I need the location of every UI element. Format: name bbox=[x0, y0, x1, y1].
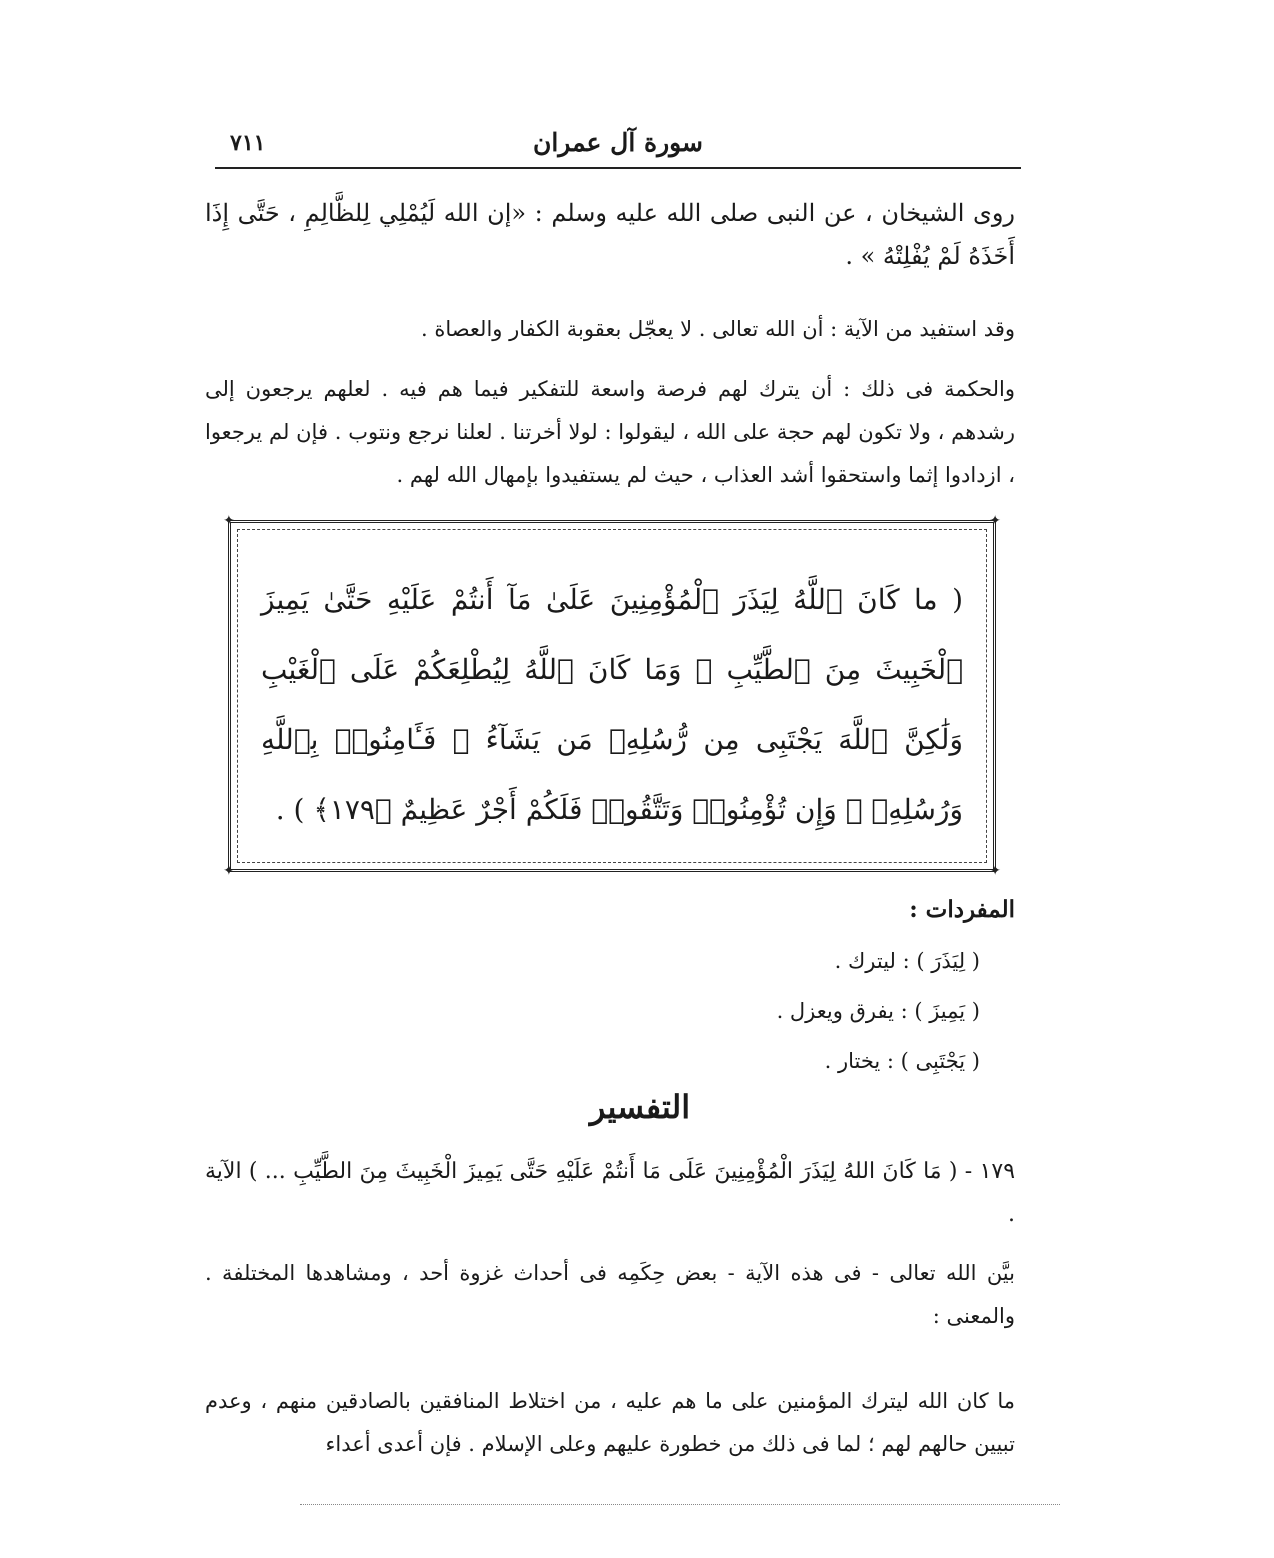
frame-ornament-icon: ✦ bbox=[989, 513, 1001, 529]
verse-reference-text: ١٧٩ - ( مَا كَانَ اللهُ لِيَذَرَ الْمُؤْمِنِينَ عَلَى مَا أَنتُمْ عَلَيْهِ حَتَّى يَمِيزَ الْخَبِيثَ مِنَ الطَّيِّبِ ... ) الآية . bbox=[205, 1159, 1016, 1227]
derived-paragraph bbox=[205, 308, 1015, 351]
bottom-divider bbox=[300, 1504, 1060, 1505]
wisdom-text: والحكمة فى ذلك : أن يترك لهم فرصة واسعة للتفكير فيما هم فيه . لعلهم يرجعون إلى رشدهم ، ولا تكون لهم حجة على الله ، ليقولوا : لولا أخرتنا . لعلنا نرجع ونتوب . فإن لم يرجعوا ، ازدادوا إثما واستحقوا أشد العذاب ، حيث لم يستفيدوا بإمهال الله لهم . bbox=[205, 377, 1015, 487]
vocabulary-list bbox=[600, 936, 980, 1086]
vocabulary-heading: المفردات : bbox=[909, 896, 1015, 923]
page-header bbox=[218, 128, 1018, 168]
frame-ornament-icon: ✦ bbox=[223, 863, 235, 879]
page-number: ٧١١ bbox=[230, 130, 266, 156]
frame-ornament-icon: ✦ bbox=[223, 513, 235, 529]
verse-text: ( ما كَانَ ٱللَّهُ لِيَذَرَ ٱلْمُؤْمِنِينَ عَلَىٰ مَآ أَنتُمْ عَلَيْهِ حَتَّىٰ يَمِيزَ ٱلْخَبِيثَ مِنَ ٱلطَّيِّبِ ۗ وَمَا كَانَ ٱللَّهُ لِيُطْلِعَكُمْ عَلَى ٱلْغَيْبِ وَلَٰكِنَّ ٱللَّهَ يَجْتَبِى مِن رُّسُلِهِۦ مَن يَشَآءُ ۖ فَـَٔامِنُوا۟ بِٱللَّهِ وَرُسُلِهِۦ ۚ وَإِن تُؤْمِنُوا۟ وَتَتَّقُوا۟ فَلَكُمْ أَجْرٌ عَظِيمٌ ﴿١٧٩﴾ ) . bbox=[261, 583, 963, 826]
tafsir-verse-ref bbox=[205, 1150, 1015, 1236]
frame-ornament-icon: ✦ bbox=[989, 863, 1001, 879]
hadith-text: روى الشيخان ، عن النبى صلى الله عليه وسلم : «إن الله لَيُمْلِي لِلظَّالِمِ ، حَتَّى إِذَا أَخَذَهُ لَمْ يُفْلِتْهُ » . bbox=[205, 199, 1015, 270]
tafsir-meaning bbox=[205, 1380, 1015, 1466]
header-divider bbox=[215, 167, 1021, 169]
tafsir-explanation bbox=[205, 1252, 1015, 1338]
meaning-text: ما كان الله ليترك المؤمنين على ما هم عليه ، من اختلاط المنافقين بالصادقين منهم ، وعدم تبيين حالهم لهم ؛ لما فى ذلك من خطورة عليهم وعلى الإسلام . فإن أعدى أعداء bbox=[205, 1389, 1015, 1456]
wisdom-paragraph bbox=[205, 368, 1015, 497]
derived-text: وقد استفيد من الآية : أن الله تعالى . لا يعجّل بعقوبة الكفار والعصاة . bbox=[420, 317, 1015, 341]
vocabulary-item: ( لِيَذَرَ ) : ليترك . bbox=[834, 949, 980, 973]
tafsir-heading: التفسير bbox=[589, 1088, 691, 1126]
vocabulary-item: ( يَجْتَبِى ) : يختار . bbox=[824, 1049, 980, 1073]
explanation-text: بيَّن الله تعالى - فى هذه الآية - بعض حِكَمِه فى أحداث غزوة أحد ، ومشاهدها المختلفة . والمعنى : bbox=[205, 1261, 1015, 1328]
surah-title: سورة آل عمران bbox=[532, 128, 704, 157]
hadith-paragraph bbox=[205, 192, 1015, 278]
verse-frame bbox=[223, 513, 1001, 879]
vocabulary-item: ( يَمِيزَ ) : يفرق ويعزل . bbox=[776, 999, 980, 1023]
quran-verse bbox=[261, 565, 963, 845]
